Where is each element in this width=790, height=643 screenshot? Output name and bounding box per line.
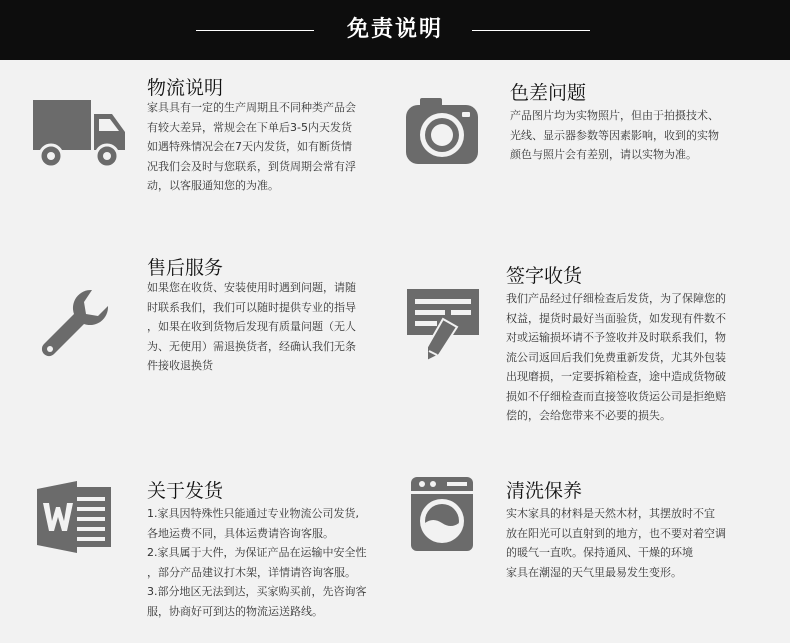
section-heading: 签字收货 [506,265,583,287]
header-divider-right [472,30,590,31]
text-line: 如果您在收货、安装使用时遇到问题，请随 [147,281,356,294]
text-line: 光线、显示器参数等因素影响，收到的实物 [510,128,719,142]
text-line: 时联系我们，我们可以随时提供专业的指导 [147,300,356,314]
text-line: 有较大差异，常规会在下单后3-5内天发货 [147,120,352,134]
camera-icon [406,98,478,164]
page-title: 免责说明 [346,17,443,42]
text-line: 偿的，会给您带来不必要的损失。 [506,409,671,422]
section-text [510,106,719,165]
washing-machine-icon [411,477,473,551]
text-line: ，如果在收到货物后发现有质量问题（无人 [147,320,356,333]
text-line: 家具在潮湿的天气里最易发生变形。 [506,565,682,579]
section-text [147,504,367,621]
text-line: 各地运费不同，具体运费请咨询客服。 [147,526,334,540]
text-line: 放在阳光可以直射到的地方，也不要对着空调 [506,526,726,540]
text-line: ，部分产品建议打木架，详情请咨询客服。 [147,565,356,579]
text-line: 3.部分地区无法到达，买家购买前，先咨询客 [147,585,367,598]
text-line: 1.家具因特殊性只能通过专业物流公司发货, [147,507,359,520]
section-heading: 清洗保养 [506,480,583,502]
text-line: 家具具有一定的生产周期且不同种类产品会 [147,101,356,114]
text-line: 2.家具属于大件，为保证产品在运输中安全性 [147,546,367,559]
text-line: 对或运输损坏请不予签收并及时联系我们，物 [506,331,726,344]
word-document-icon [37,481,113,553]
text-line: 我们产品经过仔细检查后发货，为了保障您的 [506,292,726,305]
text-line: 流公司返回后我们免费重新发货，尤其外包装 [506,350,726,364]
section-text [506,504,726,582]
text-line: 为、无使用）需退换货者，经确认我们无条 [147,339,356,353]
sign-document-icon [407,289,481,361]
section-text [506,289,726,426]
text-line: 动，以客服通知您的为准。 [147,179,279,192]
section-heading: 关于发货 [147,480,224,502]
text-line: 况我们会及时与您联系，到货周期会常有浮 [147,159,356,173]
text-line: 权益，提货时最好当面验货，如发现有件数不 [506,311,726,325]
text-line: 出现磨损，一定要拆箱检查，途中造成货物破 [506,370,726,383]
section-heading: 售后服务 [147,257,224,279]
text-line: 产品图片均为实物照片，但由于拍摄技术、 [510,109,719,122]
text-line: 实木家具的材料是天然木材，其摆放时不宜 [506,507,715,520]
text-line: 件接收退换货 [147,359,213,372]
section-heading: 物流说明 [147,77,224,99]
section-heading: 色差问题 [510,82,587,104]
wrench-icon [40,286,114,360]
header-banner [0,0,790,60]
text-line: 服，协商好可到达的物流运送路线。 [147,604,323,618]
header-divider-left [196,30,314,31]
section-text [147,278,356,376]
text-line: 如遇特殊情况会在7天内发货，如有断货情 [147,140,352,153]
text-line: 的暖气一直吹。保持通风、干燥的环境 [506,546,693,559]
text-line: 损如不仔细检查而直接签收货运公司是拒绝赔 [506,389,726,403]
section-text [147,98,356,196]
text-line: 颜色与照片会有差别，请以实物为准。 [510,148,697,161]
truck-icon [33,98,127,170]
